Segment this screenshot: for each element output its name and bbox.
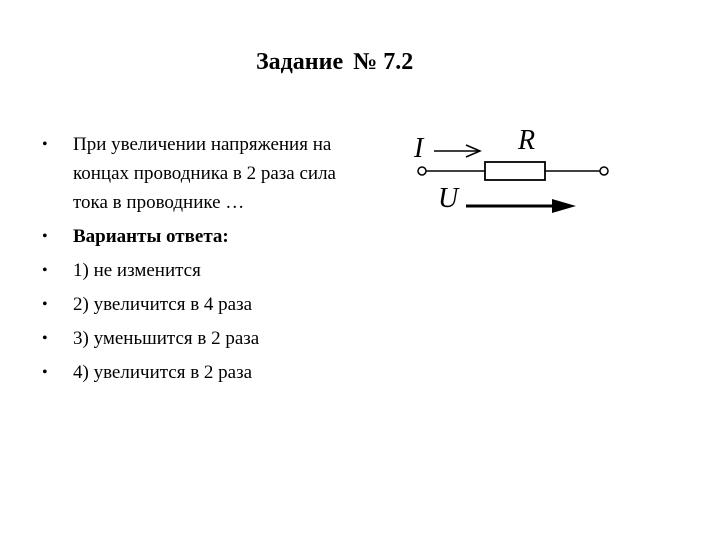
answer-option-text: 2) увеличится в 4 раза [73, 294, 253, 315]
bullet-icon: • [42, 228, 48, 245]
bullet-icon: • [42, 364, 48, 381]
bullet-icon: • [42, 330, 48, 347]
answer-option-2 [40, 290, 360, 319]
title-prefix: Задание [256, 49, 344, 75]
bullet-icon: • [42, 296, 48, 313]
answer-option-4 [40, 358, 360, 387]
answer-option-text: 1) не изменится [73, 260, 201, 281]
current-label: I [414, 133, 424, 164]
left-terminal-icon [418, 167, 426, 175]
resistor-label: R [518, 125, 536, 156]
answers-heading: Варианты ответа: [73, 226, 229, 247]
bullet-question [40, 130, 360, 217]
bullet-answers-heading [40, 222, 360, 251]
circuit-diagram [400, 115, 630, 225]
bullet-icon: • [42, 136, 48, 153]
title-number: № 7.2 [353, 49, 414, 75]
voltage-arrowhead-icon [552, 199, 576, 213]
slide-title [256, 46, 413, 78]
answer-option-text: 4) увеличится в 2 раза [73, 362, 253, 383]
bullet-icon: • [42, 262, 48, 279]
right-terminal-icon [600, 167, 608, 175]
resistor-icon [485, 162, 545, 180]
bullet-list [40, 130, 360, 392]
answer-option-1 [40, 256, 360, 285]
question-text: При увеличении напряжения на концах проводника в 2 раза сила тока в проводнике … [73, 134, 336, 213]
answer-option-text: 3) уменьшится в 2 раза [73, 328, 260, 349]
answer-option-3 [40, 324, 360, 353]
voltage-label: U [438, 183, 459, 214]
